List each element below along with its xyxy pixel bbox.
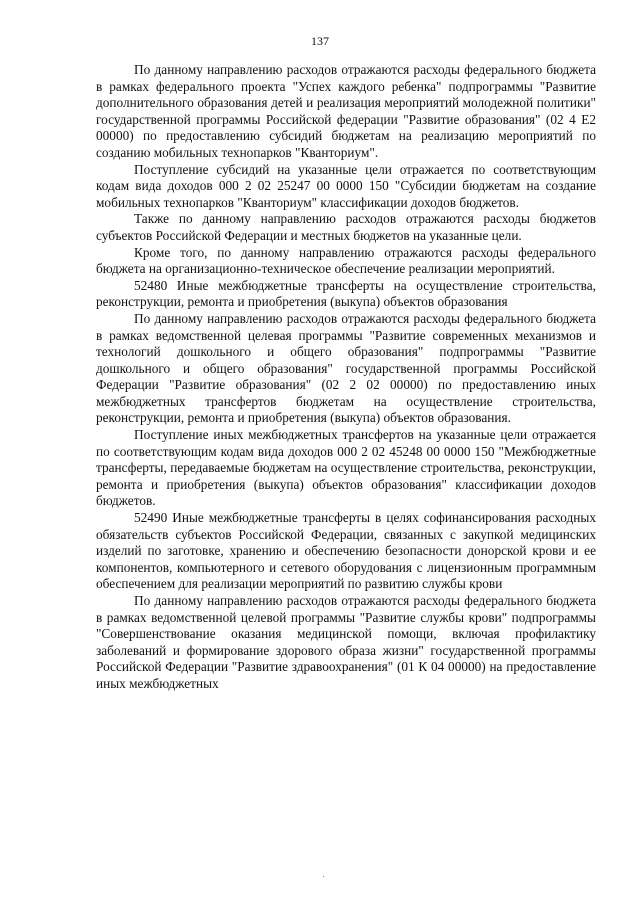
document-body xyxy=(96,62,596,693)
paragraph: По данному направлению расходов отражаются расходы федерального бюджета в рамках ведомственной целевая программы "Развитие современных механизмов и технологий дошкольного и общего образования" подпрограммы "Развитие дошкольного и общего образования" государственной программы Российской Федерации "Развитие образования" (02 2 02 00000) по предоставлению иных межбюджетных трансфертов бюджетам на осуществление строительства, реконструкции, ремонта и приобретения (выкупа) объектов образования. xyxy=(96,310,596,426)
footer-mark: · xyxy=(322,872,326,883)
paragraph: По данному направлению расходов отражаются расходы федерального бюджета в рамках ведомственной целевой программы "Развитие службы крови" подпрограммы "Совершенствование оказания медицинской помощи, включая профилактику заболеваний и формирование здорового образа жизни" государственной программы Российской Федерации "Развитие здравоохранения" (01 К 04 00000) на предоставление иных межбюджетных xyxy=(96,593,596,691)
paragraph: 52490 Иные межбюджетные трансферты в целях софинансирования расходных обязательств субъектов Российской Федерации, связанных с закупкой медицинских изделий по заготовке, хранению и обеспечению безопасности донорской крови и ее компонентов, компьютерного и сетевого оборудования с лицензионным программным обеспечением для реализации мероприятий по развитию службы крови xyxy=(96,510,596,592)
paragraph: Также по данному направлению расходов отражаются расходы бюджетов субъектов Российской Федерации и местных бюджетов на указанные цели. xyxy=(96,211,596,243)
paragraph: 52480 Иные межбюджетные трансферты на осуществление строительства, реконструкции, ремонта и приобретения (выкупа) объектов образования xyxy=(96,277,596,310)
page-number: 137 xyxy=(311,34,329,48)
paragraph: Поступление иных межбюджетных трансфертов на указанные цели отражается по соответствующим кодам вида доходов 000 2 02 45248 00 0000 150 "Межбюджетные трансферты, передаваемые бюджетам на осуществление строительства, реконструкции, ремонта и приобретения (выкупа) объектов образования" классификации доходов бюджетов. xyxy=(96,427,596,509)
paragraph: По данному направлению расходов отражаются расходы федерального бюджета в рамках федерального проекта "Успех каждого ребенка" подпрограммы "Развитие дополнительного образования детей и реализация мероприятий молодежной политики" государственной программы Российской федерации "Развитие образования" (02 4 Е2 00000) по предоставлению субсидий бюджетам на реализацию мероприятий по созданию мобильных технопарков "Кванториум". xyxy=(96,62,596,160)
paragraph: Поступление субсидий на указанные цели отражается по соответствующим кодам вида доходов 000 2 02 25247 00 0000 150 "Субсидии бюджетам на создание мобильных технопарков "Кванториум" классификации доходов бюджетов. xyxy=(96,161,596,210)
paragraph: Кроме того, по данному направлению отражаются расходы федерального бюджета на организационно-техническое обеспечение реализации мероприятий. xyxy=(96,244,596,277)
